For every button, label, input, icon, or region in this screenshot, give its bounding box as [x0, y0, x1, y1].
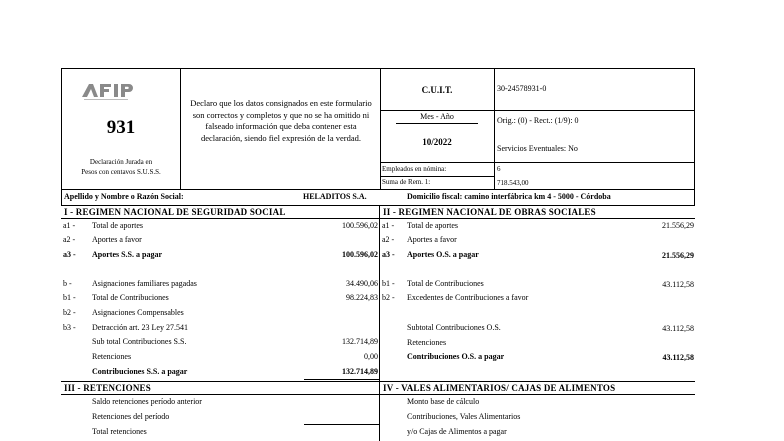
- section-3-4-title-top: [61, 381, 695, 382]
- s1-total-value: 132.714,89: [342, 367, 378, 376]
- servicios-eventuales: Servicios Eventuales: No: [497, 144, 578, 153]
- header-logo-divider: [180, 68, 181, 189]
- s1-row-label: Total de Contribuciones: [92, 293, 169, 302]
- header-row-line-3: [380, 176, 494, 177]
- s1-row-code: b3 -: [63, 323, 76, 332]
- s1-row-label: Asignaciones familiares pagadas: [92, 279, 197, 288]
- s1-row-code: a3 -: [63, 250, 76, 259]
- s2-subtotal-value: 43.112,58: [662, 324, 694, 333]
- column-divider: [379, 205, 380, 441]
- header-bottom-border: [61, 189, 695, 190]
- afip-logo: [80, 80, 152, 102]
- s1-row-code: b2 -: [63, 308, 76, 317]
- s2-retenciones-label: Retenciones: [407, 338, 447, 347]
- s2-row-value: 43.112,58: [662, 280, 694, 289]
- s1-row-label: Asignaciones Compensables: [92, 308, 184, 317]
- s1-row-label: Aportes a favor: [92, 235, 142, 244]
- s1-row-value: 100.596,02: [342, 250, 378, 259]
- s1-total-underline: [304, 379, 379, 380]
- s1-subtotal-value: 132.714,89: [342, 337, 378, 346]
- s2-row-label: Aportes a favor: [407, 235, 457, 244]
- header-left-border: [61, 68, 62, 206]
- s1-row-label: Aportes S.S. a pagar: [92, 250, 163, 259]
- form-caption-line-2: Pesos con centavos S.U.S.S.: [81, 168, 161, 176]
- section-1-2-title-bottom: [61, 218, 695, 219]
- s2-row-code: a1 -: [382, 221, 395, 230]
- header-row-line-1: [380, 110, 694, 111]
- afip-logo-text: AFIP: [132, 96, 135, 97]
- s2-row-code: b1 -: [382, 279, 395, 288]
- s3-row-label: Total retenciones: [92, 427, 147, 436]
- form-number: 931: [106, 117, 136, 138]
- s2-row-code: a3 -: [382, 250, 395, 259]
- empleados-value: 6: [497, 165, 501, 173]
- remuneracion-label: Suma de Rem. 1:: [382, 178, 431, 186]
- s1-total-label: Contribuciones S.S. a pagar: [92, 367, 188, 376]
- s2-row-label: Total de Contribuciones: [407, 279, 484, 288]
- section-3-title: III - RETENCIONES: [64, 383, 151, 393]
- company-address: Domicilio fiscal: camino interfábrica km 4 - 5000 - Córdoba: [407, 192, 611, 201]
- s2-row-value: 21.556,29: [662, 221, 694, 230]
- orig-rect-value: Orig.: (0) - Rect.: (1/9): 0: [497, 116, 579, 125]
- empleados-label: Empleados en nómina:: [382, 165, 447, 173]
- s2-total-label: Contribuciones O.S. a pagar: [407, 352, 505, 361]
- s1-row-label: Total de aportes: [92, 221, 143, 230]
- s4-row-label: Monto base de cálculo: [407, 397, 480, 406]
- company-name-value: HELADITOS S.A.: [303, 192, 367, 201]
- section-1-2-title-top: [61, 205, 695, 206]
- s1-row-code: a1 -: [63, 221, 76, 230]
- header-row-line-2: [380, 162, 694, 163]
- s1-retenciones-value: 0,00: [364, 352, 378, 361]
- s2-total-value: 43.112,58: [662, 353, 694, 362]
- s3-row-label: Retenciones del período: [92, 412, 170, 421]
- section-4-title: IV - VALES ALIMENTARIOS/ CAJAS DE ALIMENTOS: [383, 383, 616, 393]
- section-1-title: I - REGIMEN NACIONAL DE SEGURIDAD SOCIAL: [64, 207, 286, 217]
- s3-total-overline: [304, 424, 379, 425]
- s3-row-label: Saldo retenciones período anterior: [92, 397, 202, 406]
- header-value-divider: [494, 68, 495, 189]
- s1-retenciones-label: Retenciones: [92, 352, 132, 361]
- s2-subtotal-label: Subtotal Contribuciones O.S.: [407, 323, 501, 332]
- s2-row-label: Aportes O.S. a pagar: [407, 250, 479, 259]
- header-right-border: [694, 68, 695, 206]
- cuit-label: C.U.I.T.: [421, 85, 453, 95]
- section-2-title: II - REGIMEN NACIONAL DE OBRAS SOCIALES: [383, 207, 596, 217]
- s1-row-value: 98.224,83: [346, 293, 378, 302]
- period-label-underline: [396, 123, 478, 124]
- s1-row-code: a2 -: [63, 235, 76, 244]
- cuit-value: 30-24578931-0: [497, 84, 547, 93]
- s2-row-value: 21.556,29: [662, 251, 694, 260]
- s2-row-label: Total de aportes: [407, 221, 458, 230]
- s4-row-label: Contribuciones, Vales Alimentarios: [407, 412, 521, 421]
- s1-subtotal-label: Sub total Contribuciones S.S.: [92, 337, 187, 346]
- header-top-border: [61, 68, 695, 69]
- remuneracion-value: 718.543,00: [497, 179, 529, 187]
- s2-row-code: a2 -: [382, 235, 395, 244]
- s1-row-value: 34.490,06: [346, 279, 378, 288]
- company-name-label: Apellido y Nombre o Razón Social:: [64, 192, 184, 201]
- s4-row-label: y/o Cajas de Alimentos a pagar: [407, 427, 507, 436]
- section-3-4-title-bottom: [61, 394, 695, 395]
- s1-row-label: Detracción art. 23 Ley 27.541: [92, 323, 188, 332]
- s1-row-code: b -: [63, 279, 72, 288]
- period-label: Mes - Año: [420, 112, 454, 121]
- s1-row-code: b1 -: [63, 293, 76, 302]
- form-caption-line-1: Declaración Jurada en: [89, 158, 153, 166]
- s2-row-label: Excedentes de Contribuciones a favor: [407, 293, 529, 302]
- declaration-text: Declaro que los datos consignados en este formulario son correctos y completos y que no se ha omitido ni falseado información que deba contener esta declaración, siendo fiel expresión de la verdad.: [190, 98, 372, 143]
- s1-row-value: 100.596,02: [342, 221, 378, 230]
- period-value: 10/2022: [422, 137, 452, 147]
- s2-row-code: b2 -: [382, 293, 395, 302]
